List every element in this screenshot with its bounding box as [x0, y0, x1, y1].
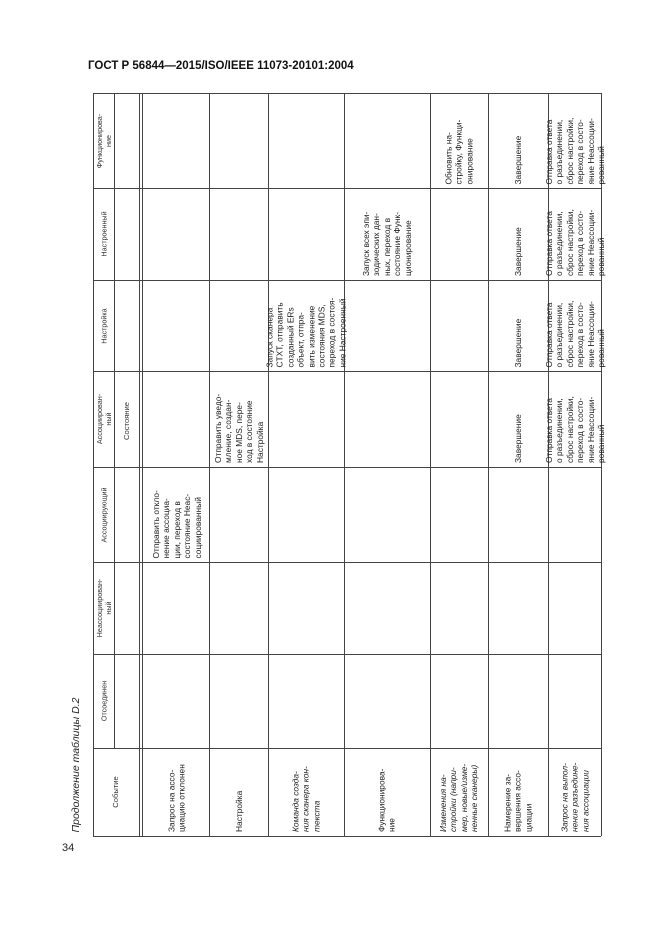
transition-table [93, 93, 606, 836]
action-cell-7-5-text: Отправка ответа о разъединении, сброс настройки, переход в состо- яние Неассоции- рованный [543, 300, 606, 367]
header-divider-double [142, 93, 143, 836]
event-cell-3-text: Команда созда- ния сканера кон- текста [290, 766, 322, 832]
event-header-text: Событие [110, 776, 120, 808]
column-header-7-text: Функционирова- ние [94, 113, 113, 168]
action-cell-3-5-text: Запуск сканера CTXT, отправить созданный ERs объект, отпра- вить изменение состояния MDS, переход в состоя- ние Настроенный [264, 297, 348, 367]
event-header [93, 748, 139, 836]
column-header-4 [93, 371, 114, 467]
column-divider [93, 562, 601, 563]
event-cell-2-text: Настройка [233, 790, 244, 832]
action-cell-5-7 [430, 93, 488, 188]
event-cell-7 [548, 748, 601, 836]
event-cell-4 [344, 748, 430, 836]
event-cell-5-text: Изменения на- стройки (напри- мер, новые/изме- ненные сканеры) [438, 763, 480, 832]
action-cell-7-6 [543, 188, 606, 280]
action-cell-4-6-text: Запуск всех эпи- зодических дан- ных, переход в состояние Функ- ционирование [360, 211, 413, 276]
action-cell-6-5 [488, 280, 548, 371]
event-cell-6 [488, 748, 548, 836]
column-header-5 [93, 280, 114, 371]
column-header-3 [93, 467, 114, 562]
column-header-7 [93, 93, 114, 188]
action-cell-2-4 [209, 371, 268, 467]
column-header-1 [93, 654, 114, 748]
state-header [114, 93, 139, 748]
action-cell-6-4 [488, 371, 548, 467]
action-cell-6-7-text: Завершение [512, 135, 523, 184]
column-header-3-text: Ассоциирующий [99, 486, 108, 543]
action-cell-4-6 [344, 188, 430, 280]
action-cell-6-7 [488, 93, 548, 188]
action-cell-7-4-text: Отправка ответа о разъединении, сброс настройки, переход в состо- яние Неассоции- рованный [543, 396, 606, 463]
column-header-6 [93, 188, 114, 280]
action-cell-6-4-text: Завершение [512, 414, 523, 463]
action-cell-5-7-text: Обновить на- стройку, Функци- онирование [443, 119, 475, 184]
event-cell-4-text: Функционирова- ние [376, 768, 397, 832]
header-divider [139, 93, 140, 836]
action-cell-6-6 [488, 188, 548, 280]
state-header-text: Состояние [121, 401, 131, 440]
column-divider [93, 654, 601, 655]
event-cell-5 [430, 748, 488, 836]
table-caption-text: Продолжение таблицы D.2 [70, 697, 82, 833]
action-cell-7-6-text: Отправка ответа о разъединении, сброс настройки, переход в состо- яние Неассоции- рованный [543, 209, 606, 276]
action-cell-1-3 [144, 467, 209, 562]
action-cell-7-7 [543, 93, 606, 188]
column-header-4-text: Ассоциирован- ный [94, 393, 113, 445]
action-cell-6-5-text: Завершение [512, 318, 523, 367]
event-cell-3 [268, 748, 344, 836]
event-cell-1-text: Запрос на ассо- циацию отклонен [166, 764, 187, 832]
action-cell-2-4-text: Отправить уведо- мление, создан- ное MDS, пере- ход в состояние Настройка [212, 393, 265, 463]
action-cell-7-7-text: Отправка ответа о разъединении, сброс настройки, переход в состо- яние Неассоции- рованный [543, 117, 606, 184]
column-header-6-text: Настроенный [99, 211, 108, 257]
document-header: ГОСТ Р 56844—2015/ISO/IEEE 11073-20101:2004 [88, 60, 354, 72]
column-header-2 [93, 562, 114, 654]
page-number: 34 [62, 842, 75, 854]
action-cell-7-5 [543, 280, 606, 371]
action-cell-6-6-text: Завершение [512, 227, 523, 276]
action-cell-1-3-text: Отправить откло- нение ассоциа- ции, переход в состояние Неас- социированный [150, 489, 203, 558]
column-header-1-text: Отсоединен [99, 680, 108, 722]
event-cell-6-text: Намерение за- вершения ассо- циации [502, 770, 534, 832]
table-caption [70, 697, 82, 833]
action-cell-7-4 [543, 371, 606, 467]
action-cell-3-5 [264, 280, 348, 371]
table-border-bottom [93, 836, 601, 837]
column-header-2-text: Неассоциирован- ный [94, 578, 113, 638]
column-header-5-text: Настройка [99, 307, 108, 344]
event-cell-2 [209, 748, 268, 836]
event-cell-7-text: Запрос на выпол- нение разъедине- ния ассоциации [558, 762, 590, 832]
row-divider [268, 93, 269, 836]
row-divider [430, 93, 431, 836]
event-cell-1 [144, 748, 209, 836]
